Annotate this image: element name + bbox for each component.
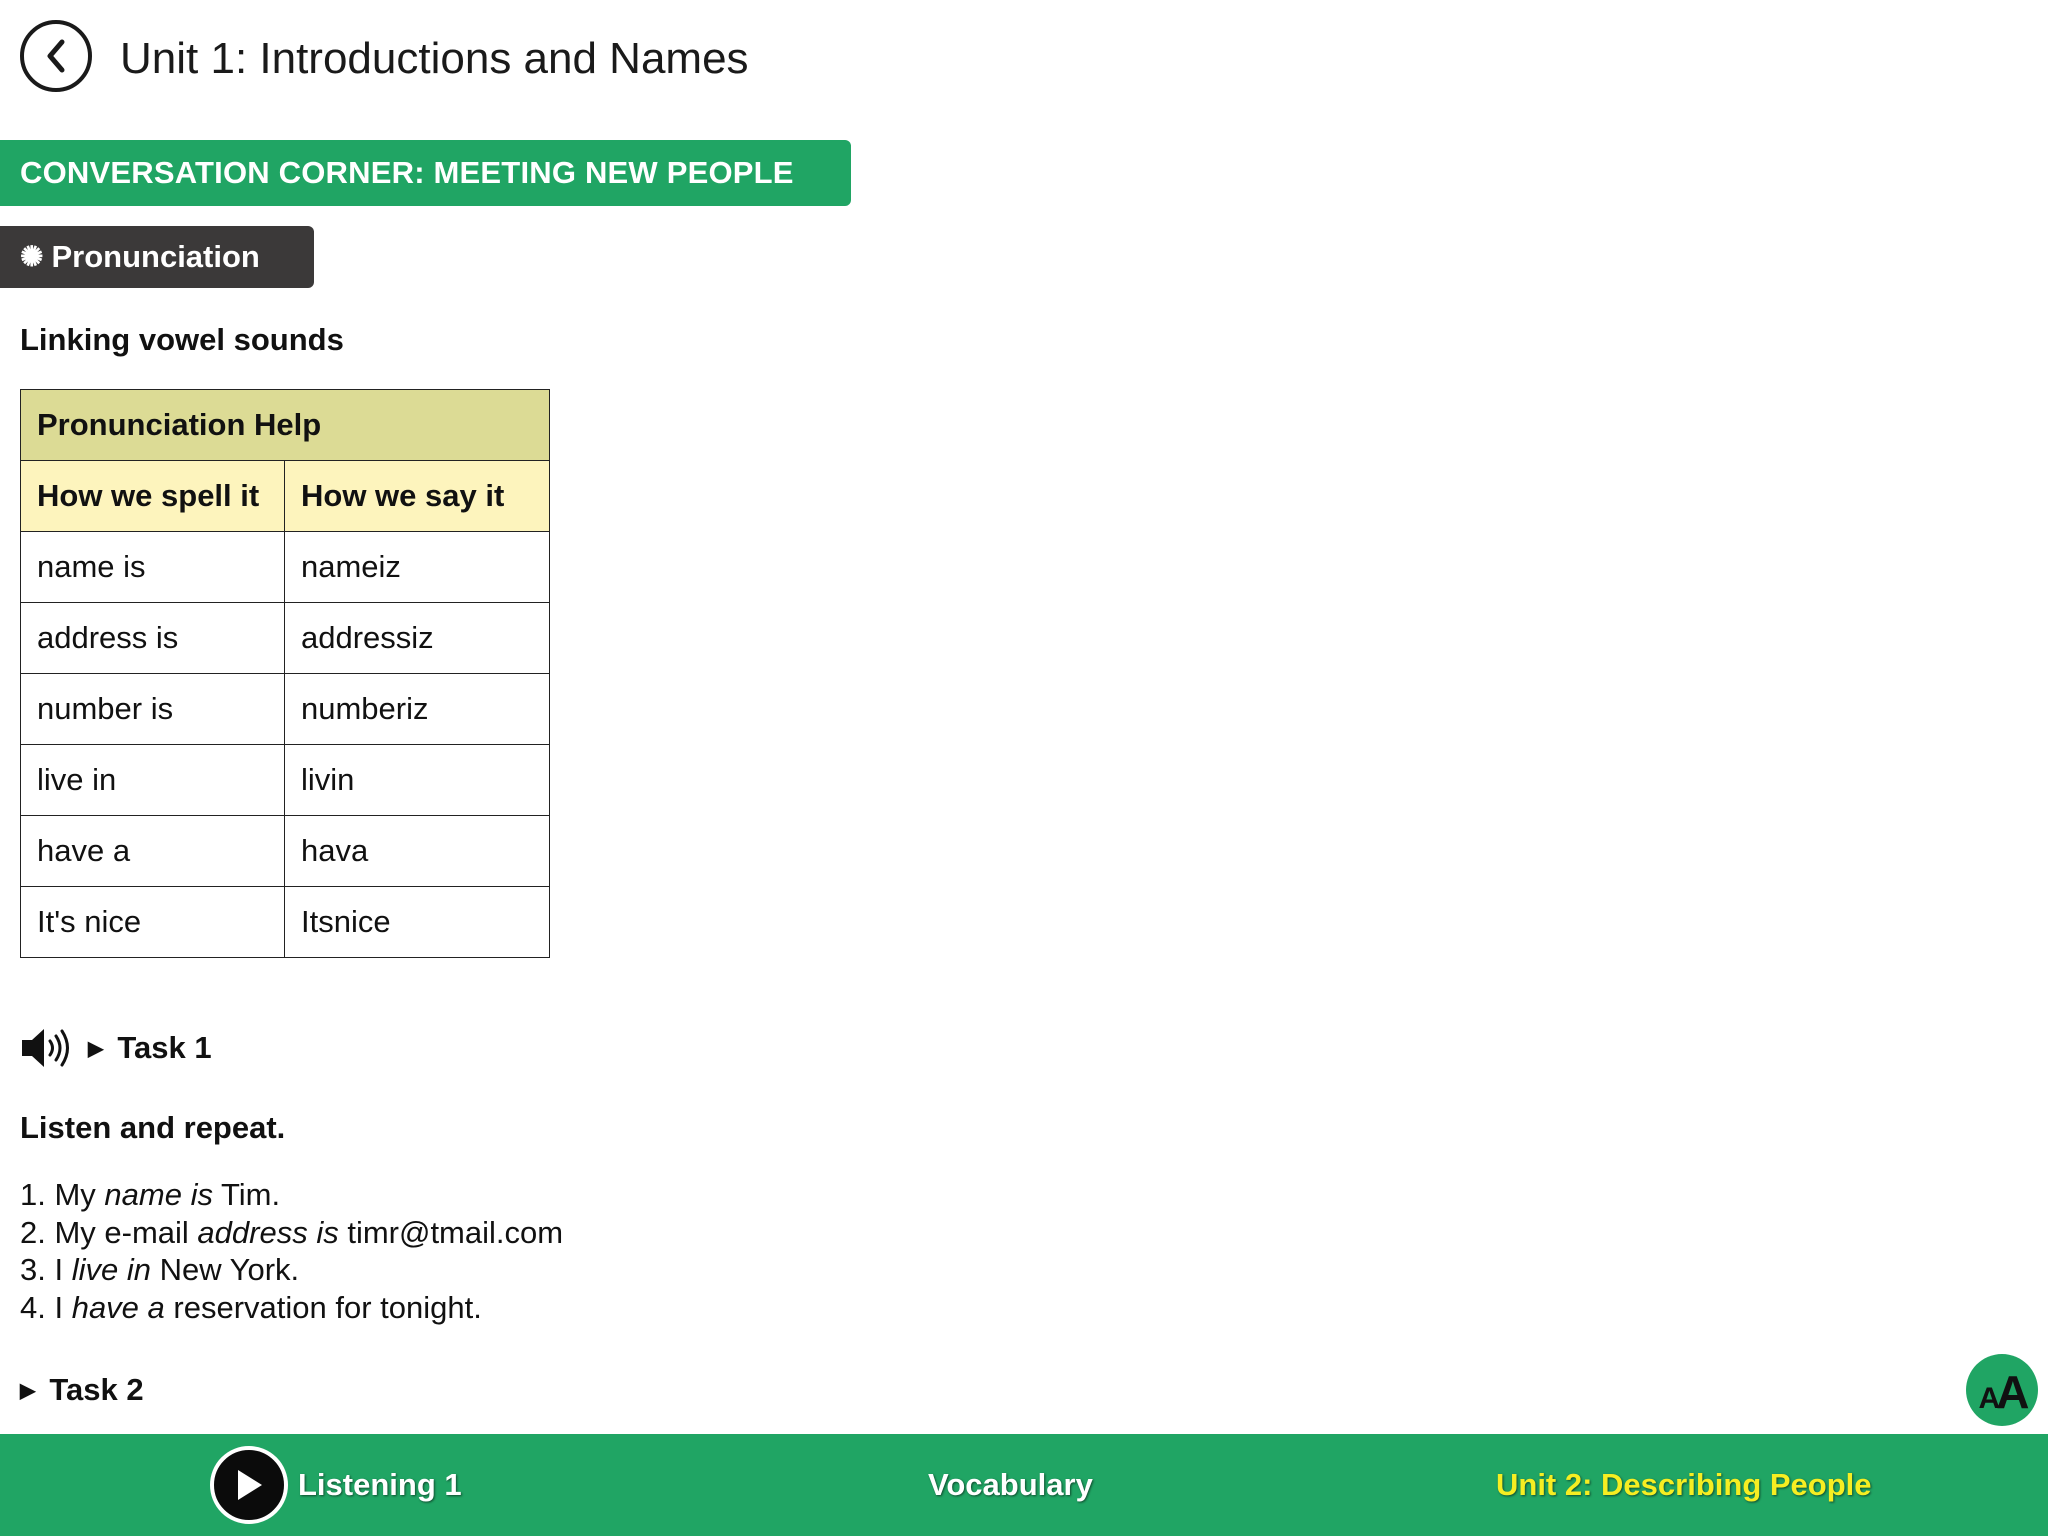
triangle-right-icon: ▶ <box>88 1037 104 1060</box>
task2-label: Task 2 <box>49 1372 144 1407</box>
nav-next-label: Unit 2: Describing People <box>1496 1467 1872 1502</box>
table-row <box>21 674 550 745</box>
font-size-large-a: A <box>1996 1366 2026 1418</box>
table-row <box>21 532 550 603</box>
list-item: 1. My name is Tim. <box>20 1177 281 1212</box>
table-cell-spelling: have a <box>21 816 285 887</box>
font-size-small-a: A <box>1978 1382 1997 1415</box>
table-row <box>21 745 550 816</box>
table-cell-pronunciation: addressiz <box>285 603 550 674</box>
speaker-icon[interactable] <box>20 1026 72 1070</box>
table-cell-pronunciation: Itsnice <box>285 887 550 958</box>
task1-sentence-list <box>20 1176 563 1326</box>
task2-toggle[interactable] <box>20 1372 144 1408</box>
table-header-row <box>21 461 550 532</box>
table-cell-pronunciation: numberiz <box>285 674 550 745</box>
section-banner: CONVERSATION CORNER: MEETING NEW PEOPLE <box>0 140 851 206</box>
nav-previous-label: Listening 1 <box>298 1467 462 1502</box>
triangle-right-icon: ▶ <box>20 1379 36 1402</box>
table-cell-spelling: name is <box>21 532 285 603</box>
table-row <box>21 603 550 674</box>
nav-current-label: Vocabulary <box>928 1467 1093 1502</box>
table-caption: Pronunciation Help <box>21 390 550 461</box>
table-cell-pronunciation: nameiz <box>285 532 550 603</box>
pronunciation-tag-label: Pronunciation <box>51 239 260 274</box>
column-header-pronunciation: How we say it <box>285 461 550 532</box>
table-cell-pronunciation: hava <box>285 816 550 887</box>
table-cell-spelling: address is <box>21 603 285 674</box>
pronunciation-tag <box>0 226 314 288</box>
table-cell-spelling: It's nice <box>21 887 285 958</box>
back-button[interactable] <box>20 20 92 92</box>
task1-toggle[interactable] <box>88 1030 212 1066</box>
list-item: 2. My e-mail address is timr@tmail.com <box>20 1214 564 1250</box>
play-icon <box>210 1446 288 1524</box>
nav-next-link[interactable] <box>1496 1434 1872 1536</box>
nav-current-link[interactable] <box>928 1434 1093 1536</box>
bottom-nav <box>0 1434 2048 1536</box>
nav-previous-link[interactable] <box>210 1434 462 1536</box>
pronunciation-help-table <box>20 389 550 958</box>
table-row <box>21 816 550 887</box>
chevron-left-icon <box>41 36 71 76</box>
table-cell-pronunciation: livin <box>285 745 550 816</box>
font-size-button[interactable] <box>1966 1354 2038 1426</box>
starburst-icon: ✺ <box>20 241 44 272</box>
task2-header <box>20 1368 144 1412</box>
task1-instruction: Listen and repeat. <box>20 1110 286 1145</box>
table-cell-spelling: number is <box>21 674 285 745</box>
task1-header <box>20 1024 212 1072</box>
section-subheading: Linking vowel sounds <box>20 322 344 357</box>
task1-label: Task 1 <box>117 1030 212 1065</box>
table-row <box>21 887 550 958</box>
list-item: 3. I live in New York. <box>20 1252 300 1287</box>
list-item: 4. I have a reservation for tonight. <box>20 1289 482 1325</box>
table-caption-row <box>21 390 550 461</box>
table-cell-spelling: live in <box>21 745 285 816</box>
page-title: Unit 1: Introductions and Names <box>120 34 749 83</box>
column-header-spelling: How we spell it <box>21 461 285 532</box>
